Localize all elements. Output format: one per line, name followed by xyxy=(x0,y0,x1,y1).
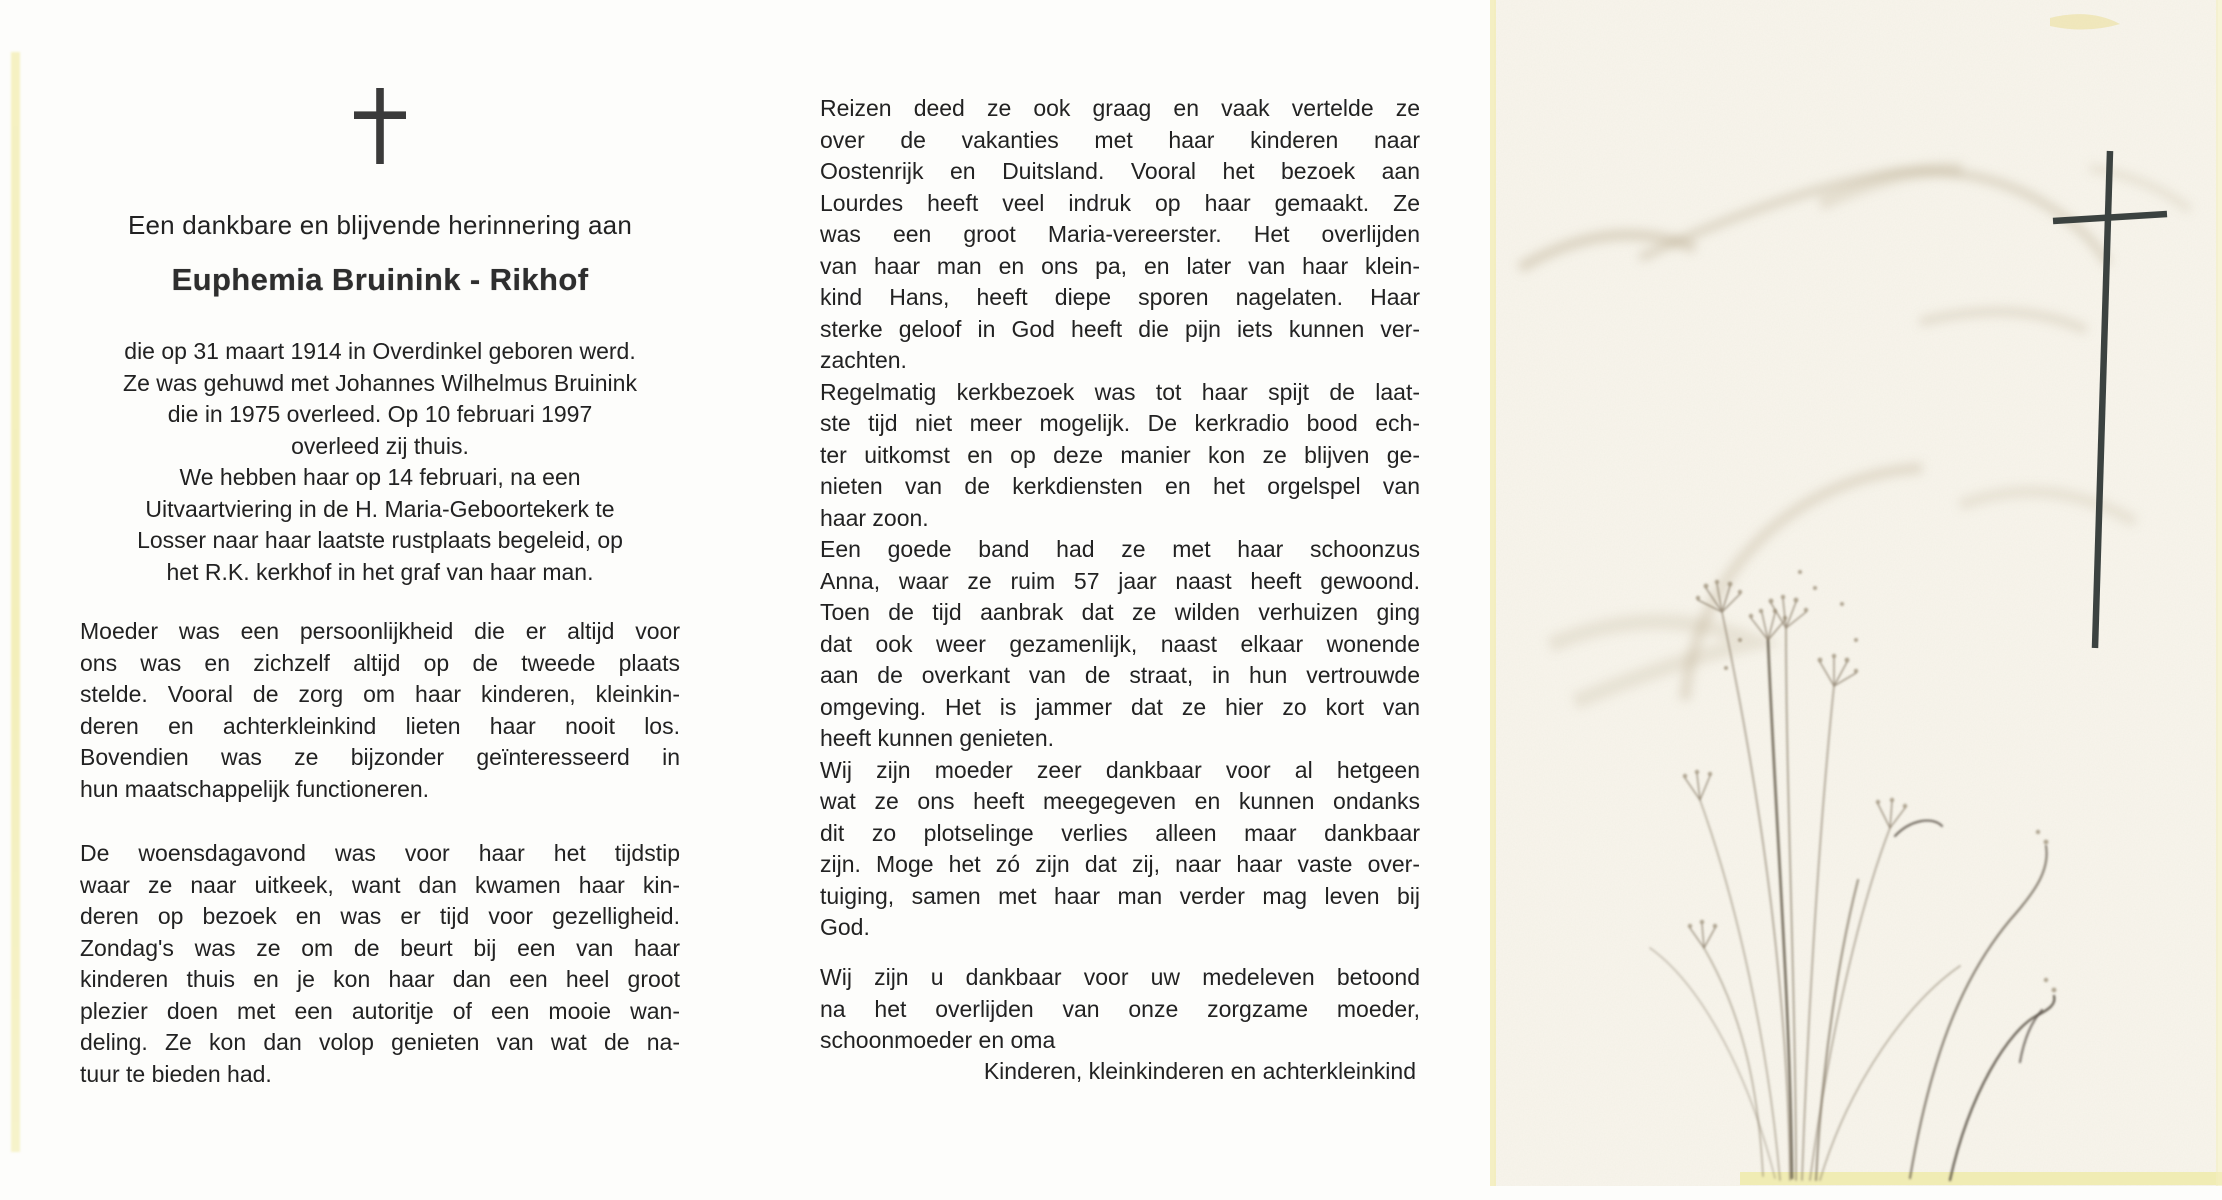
text-line: was een groot Maria-vereerster. Het overlijden xyxy=(820,221,1420,247)
text-line: Losser naar haar laatste rustplaats begeleid, op xyxy=(137,527,623,553)
card-edge-strip xyxy=(11,52,20,1152)
text-line: wat ze ons heeft meegegeven en kunnen ondanks xyxy=(820,788,1420,814)
text-line: Bovendien was ze bijzonder geïnteresseerd in xyxy=(80,744,680,770)
text-line: Wij zijn u dankbaar voor uw medeleven betoond xyxy=(820,964,1420,990)
text-line: plezier doen met een autoritje of een mooie wan- xyxy=(80,997,680,1024)
text-line: zachten. xyxy=(820,347,907,373)
text-line: schoonmoeder en oma xyxy=(820,1027,1056,1053)
text-line: We hebben haar op 14 februari, na een xyxy=(179,464,581,490)
text-line: ste tijd niet meer mogelijk. De kerkradio bood ech- xyxy=(820,410,1420,436)
cover-left-edge xyxy=(1490,0,1496,1186)
text-line: het R.K. kerkhof in het graf van haar man. xyxy=(166,558,594,585)
text-line: dit zo plotselinge verlies alleen maar dankbaar xyxy=(820,819,1420,846)
text-line: sterke geloof in God heeft die pijn iets kunnen ver- xyxy=(820,315,1420,342)
text-line: hun maatschappelijk functioneren. xyxy=(80,775,430,802)
text-line: van haar man en ons pa, en later van haar klein- xyxy=(820,252,1420,279)
closing-thanks xyxy=(820,962,1420,1057)
middle-text-panel xyxy=(820,0,1420,1200)
text-line: over de vakanties met haar kinderen naar xyxy=(820,126,1420,153)
cover-bottom-edge xyxy=(1740,1172,2222,1185)
text-line: waar ze naar uitkeek, want dan kwamen haar kin- xyxy=(80,871,680,898)
left-text-panel xyxy=(80,0,680,1200)
text-line: Lourdes heeft veel indruk op haar gemaakt. Ze xyxy=(820,189,1420,216)
text-line: nieten van de kerkdiensten en het orgelspel van xyxy=(820,473,1420,499)
latin-cross-icon xyxy=(354,88,406,164)
text-line: Regelmatig kerkbezoek was tot haar spijt de laat- xyxy=(820,378,1420,405)
pencil-drawing xyxy=(1490,0,2222,1200)
main-text xyxy=(820,93,1420,944)
text-line: Uitvaartviering in de H. Maria-Geboortekerk te xyxy=(145,495,615,522)
paragraph-kerkbezoek xyxy=(820,377,1420,535)
text-line: heeft kunnen genieten. xyxy=(820,725,1055,751)
deceased-name: Euphemia Bruinink - Rikhof xyxy=(171,262,589,297)
text-line: De woensdagavond was voor haar het tijdstip xyxy=(80,840,680,866)
text-line: overleed zij thuis. xyxy=(291,432,469,459)
text-line: tuiging, samen met haar man verder mag leven bij xyxy=(820,882,1420,909)
text-line: Oostenrijk en Duitsland. Vooral het bezoek aan xyxy=(820,158,1420,184)
text-line: deren op bezoek en was er tijd voor gezelligheid. xyxy=(80,903,680,929)
text-line: die in 1975 overleed. Op 10 februari 1997 xyxy=(167,401,593,427)
text-line: deling. Ze kon dan volop genieten van wat de na- xyxy=(80,1029,680,1055)
cover-right-edge xyxy=(2216,0,2222,1186)
text-line: kinderen thuis en je kon haar dan een heel groot xyxy=(80,966,680,992)
paragraph-schoonzus xyxy=(820,534,1420,755)
text-line: kind Hans, heeft diepe sporen nagelaten. Haar xyxy=(820,284,1420,310)
text-line: Toen de tijd aanbrak dat ze wilden verhuizen ging xyxy=(820,599,1420,625)
text-line: Ze was gehuwd met Johannes Wilhelmus Bruinink xyxy=(123,369,637,396)
text-line: dat ook weer gezamenlijk, naast elkaar wonende xyxy=(820,630,1420,657)
memorial-header: Een dankbare en blijvende herinnering aan xyxy=(127,210,632,240)
text-line: Zondag's was ze om de beurt bij een van haar xyxy=(80,934,680,961)
text-line: Wij zijn moeder zeer dankbaar voor al hetgeen xyxy=(820,756,1420,783)
paragraph-moeder xyxy=(80,616,680,805)
signature-line: Kinderen, kleinkinderen en achterkleinkind xyxy=(983,1058,1416,1084)
life-dates-paragraph xyxy=(80,336,680,588)
text-line: God. xyxy=(820,914,870,940)
text-line: die op 31 maart 1914 in Overdinkel geboren werd. xyxy=(124,338,636,364)
text-line: Een goede band had ze met haar schoonzus xyxy=(820,536,1420,562)
text-line: deren en achterkleinkind lieten haar nooit los. xyxy=(80,712,680,739)
text-line: omgeving. Het is jammer dat ze hier zo kort van xyxy=(820,693,1420,720)
paragraph-dankbaar xyxy=(820,755,1420,944)
text-line: Reizen deed ze ook graag en vaak vertelde ze xyxy=(820,95,1420,121)
text-line: Moeder was een persoonlijkheid die er altijd voor xyxy=(80,618,680,644)
text-line: tuur te bieden had. xyxy=(80,1060,272,1087)
text-line: haar zoon. xyxy=(820,504,929,531)
text-line: Anna, waar ze ruim 57 jaar naast heeft gewoond. xyxy=(820,567,1420,594)
text-line: na het overlijden van onze zorgzame moeder, xyxy=(820,995,1420,1022)
cover-artwork-panel xyxy=(1490,0,2222,1200)
paragraph-reizen xyxy=(820,93,1420,377)
text-line: aan de overkant van de straat, in hun vertrouwde xyxy=(820,662,1420,688)
text-line: ter uitkomst en op deze manier kon ze blijven ge- xyxy=(820,441,1420,468)
text-line: ons was en zichzelf altijd op de tweede plaats xyxy=(80,649,680,676)
text-line: zijn. Moge het zó zijn dat zij, naar haar vaste over- xyxy=(820,851,1420,877)
text-line: stelde. Vooral de zorg om haar kinderen, kleinkin- xyxy=(80,681,680,707)
paragraph-woensdagavond xyxy=(80,838,680,1090)
